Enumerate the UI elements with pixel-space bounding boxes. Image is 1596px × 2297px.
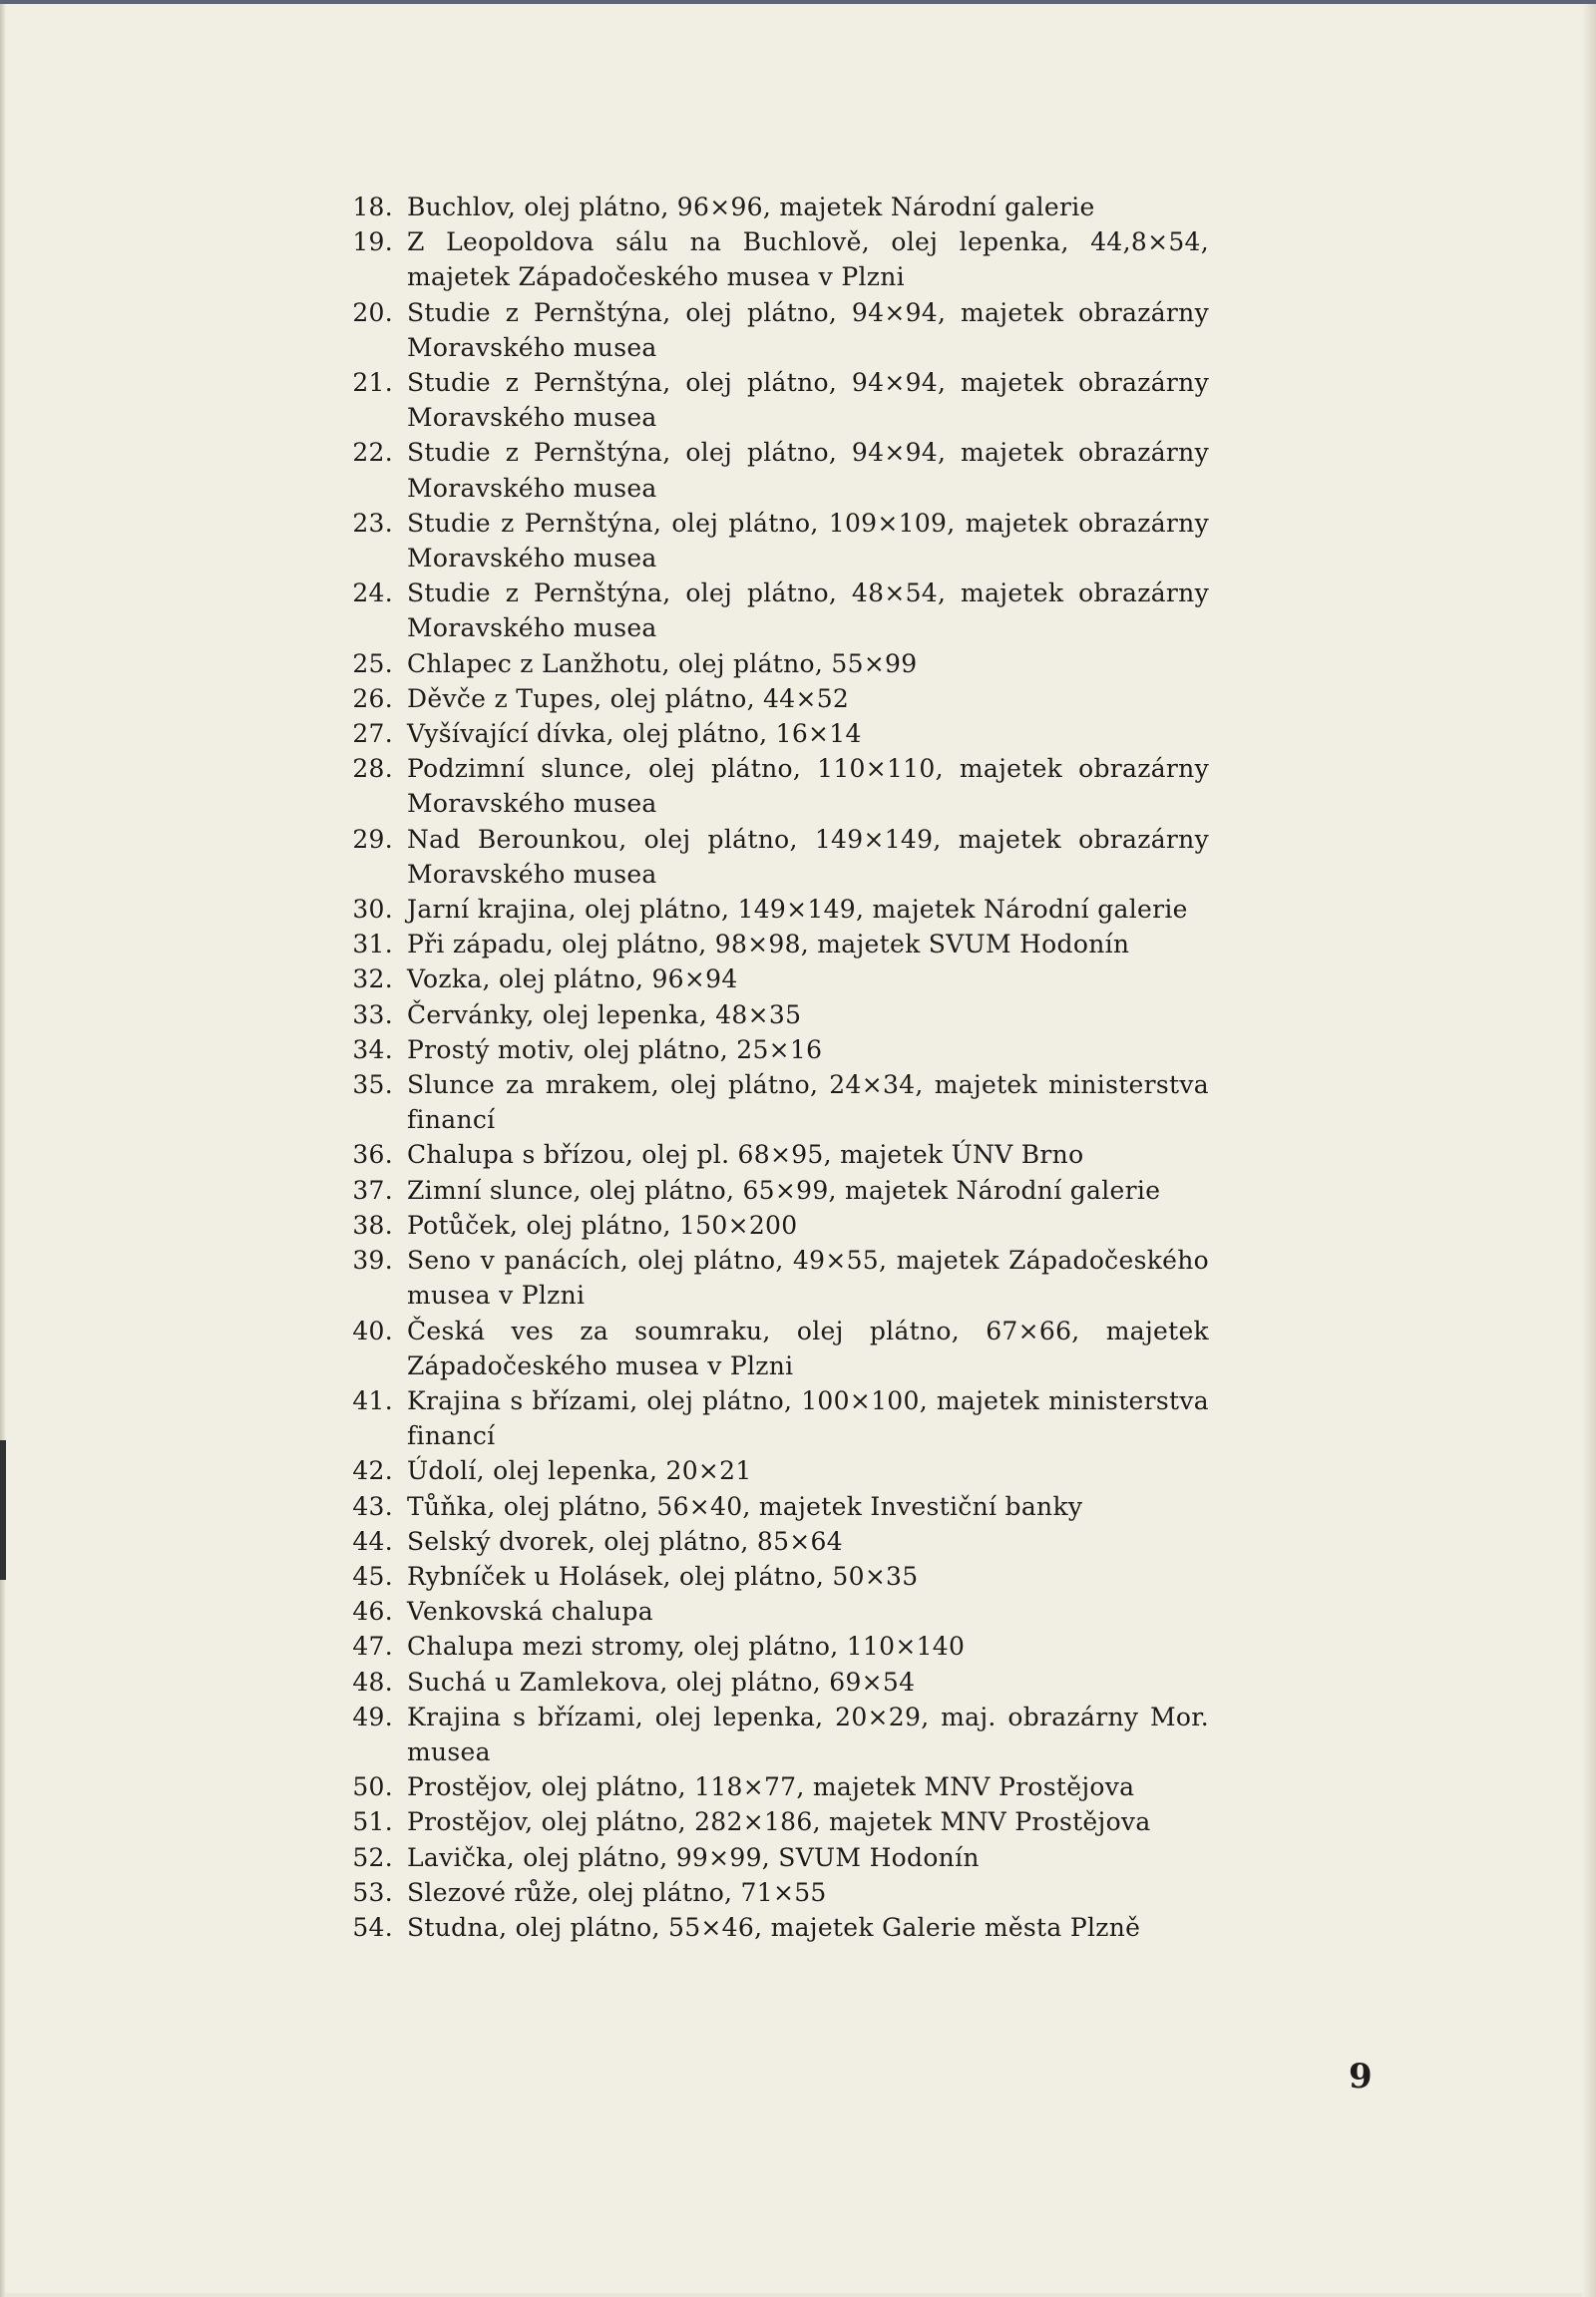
catalog-entry [351,961,1209,996]
entry-description: Krajina s břízami, olej lepenka, 20×29, maj. obrazárny Mor. musea [407,1702,1209,1766]
entry-number: 36. [352,1140,393,1170]
entry-description: Prostějov, olej plátno, 282×186, majetek MNV Prostějova [407,1807,1151,1837]
entry-number: 19. [352,227,393,257]
catalog-entry [351,1910,1209,1945]
catalog-entry [351,1840,1209,1875]
entry-description: Potůček, olej plátno, 150×200 [407,1210,798,1240]
entry-number: 25. [352,648,393,678]
entry-description: Prostějov, olej plátno, 118×77, majetek MNV Prostějova [407,1772,1135,1802]
entry-description: Z Leopoldova sálu na Buchlově, olej lepenka, 44,8×54, majetek Západočeského musea v Plzni [407,227,1209,292]
entry-number: 33. [352,999,393,1029]
catalog-entry [351,1875,1209,1910]
catalog-entry [351,1524,1209,1559]
entry-number: 49. [352,1702,393,1731]
entry-description: Děvče z Tupes, olej plátno, 44×52 [407,683,850,713]
entry-number: 51. [352,1807,393,1837]
entry-description: Zimní slunce, olej plátno, 65×99, majetek Národní galerie [407,1175,1161,1205]
page-right-edge [1582,4,1596,2297]
entry-description: Rybníček u Holásek, olej plátno, 50×35 [407,1561,919,1591]
page-left-edge [0,4,6,2297]
entry-description: Studie z Pernštýna, olej plátno, 94×94, majetek obrazárny Moravského musea [407,297,1209,362]
catalog-entry [351,716,1209,751]
catalog-entry [351,1173,1209,1208]
catalog-entry [351,1383,1209,1453]
entry-description: Studie z Pernštýna, olej plátno, 94×94, majetek obrazárny Moravského musea [407,438,1209,503]
entry-number: 50. [352,1772,393,1802]
entry-number: 32. [352,964,393,994]
entry-number: 29. [352,824,393,854]
entry-number: 22. [352,438,393,468]
artwork-catalog-list [351,190,1209,1945]
entry-description: Červánky, olej lepenka, 48×35 [407,999,802,1029]
entry-description: Chalupa mezi stromy, olej plátno, 110×140 [407,1632,966,1662]
catalog-entry [351,1559,1209,1594]
entry-description: Vozka, olej plátno, 96×94 [407,964,738,994]
catalog-entry [351,1594,1209,1629]
entry-description: Česká ves za soumraku, olej plátno, 67×66, majetek Západočeského musea v Plzni [407,1316,1209,1380]
catalog-entry [351,927,1209,961]
entry-number: 41. [352,1385,393,1415]
entry-number: 40. [352,1316,393,1345]
entry-description: Slezové růže, olej plátno, 71×55 [407,1877,827,1907]
catalog-entry [351,224,1209,294]
entry-description: Tůňka, olej plátno, 56×40, majetek Investiční banky [407,1491,1083,1521]
catalog-entry [351,575,1209,645]
entry-number: 48. [352,1667,393,1697]
entry-description: Buchlov, olej plátno, 96×96, majetek Národní galerie [407,192,1095,221]
entry-number: 44. [352,1526,393,1556]
entry-number: 34. [352,1034,393,1064]
entry-description: Chalupa s břízou, olej pl. 68×95, majetek ÚNV Brno [407,1140,1084,1170]
catalog-entry [351,1700,1209,1769]
entry-description: Chlapec z Lanžhotu, olej plátno, 55×99 [407,648,918,678]
entry-description: Studna, olej plátno, 55×46, majetek Galerie města Plzně [407,1912,1141,1942]
entry-number: 45. [352,1561,393,1591]
entry-number: 24. [352,578,393,608]
entry-number: 47. [352,1632,393,1662]
entry-description: Suchá u Zamlekova, olej plátno, 69×54 [407,1667,916,1697]
entry-description: Lavička, olej plátno, 99×99, SVUM Hodonín [407,1842,980,1872]
entry-description: Studie z Pernštýna, olej plátno, 94×94, majetek obrazárny Moravského musea [407,368,1209,433]
catalog-entry [351,822,1209,892]
entry-number: 20. [352,297,393,327]
entry-number: 30. [352,895,393,925]
entry-description: Jarní krajina, olej plátno, 149×149, majetek Národní galerie [407,895,1188,925]
catalog-entry [351,435,1209,505]
entry-description: Údolí, olej lepenka, 20×21 [407,1456,752,1486]
entry-number: 27. [352,719,393,749]
catalog-entry [351,1243,1209,1313]
entry-number: 46. [352,1597,393,1627]
catalog-entry [351,751,1209,821]
entry-description: Podzimní slunce, olej plátno, 110×110, majetek obrazárny Moravského musea [407,754,1209,819]
entry-description: Krajina s břízami, olej plátno, 100×100, majetek ministerstva financí [407,1385,1209,1451]
entry-number: 31. [352,930,393,959]
entry-description: Nad Berounkou, olej plátno, 149×149, majetek obrazárny Moravského musea [407,824,1209,889]
entry-description: Seno v panácích, olej plátno, 49×55, majetek Západočeského musea v Plzni [407,1246,1209,1311]
entry-description: Při západu, olej plátno, 98×98, majetek SVUM Hodonín [407,930,1130,959]
catalog-entry [351,1208,1209,1243]
catalog-entry [351,997,1209,1032]
entry-number: 18. [352,192,393,221]
entry-description: Studie z Pernštýna, olej plátno, 48×54, majetek obrazárny Moravského musea [407,578,1209,643]
entry-number: 53. [352,1877,393,1907]
catalog-entry [351,646,1209,681]
entry-number: 28. [352,754,393,784]
catalog-entry [351,1314,1209,1383]
catalog-entry [351,1067,1209,1137]
entry-number: 23. [352,508,393,538]
entry-number: 38. [352,1210,393,1240]
entry-number: 26. [352,683,393,713]
catalog-entry [351,1769,1209,1804]
binding-mark [0,1440,6,1580]
entry-number: 21. [352,368,393,398]
entry-number: 37. [352,1175,393,1205]
entry-description: Selský dvorek, olej plátno, 85×64 [407,1526,843,1556]
catalog-entry [351,892,1209,927]
catalog-entry [351,506,1209,575]
entry-number: 42. [352,1456,393,1486]
catalog-entry [351,1629,1209,1664]
catalog-entry [351,295,1209,365]
catalog-entry [351,1032,1209,1067]
entry-description: Prostý motiv, olej plátno, 25×16 [407,1034,823,1064]
catalog-entry [351,1804,1209,1839]
page-number: 9 [1349,2057,1373,2097]
entry-number: 52. [352,1842,393,1872]
catalog-entry [351,1665,1209,1700]
entry-number: 43. [352,1491,393,1521]
catalog-entry [351,681,1209,716]
entry-number: 39. [352,1246,393,1276]
entry-description: Vyšívající dívka, olej plátno, 16×14 [407,719,862,749]
entry-description: Slunce za mrakem, olej plátno, 24×34, majetek ministerstva financí [407,1070,1209,1135]
catalog-entry [351,1489,1209,1524]
entry-description: Studie z Pernštýna, olej plátno, 109×109, majetek obrazárny Moravského musea [407,508,1209,574]
catalog-entry [351,190,1209,224]
entry-number: 54. [352,1912,393,1942]
catalog-entry [351,365,1209,435]
catalog-entry [351,1453,1209,1488]
entry-number: 35. [352,1070,393,1100]
entry-description: Venkovská chalupa [407,1597,653,1627]
catalog-entry [351,1137,1209,1172]
